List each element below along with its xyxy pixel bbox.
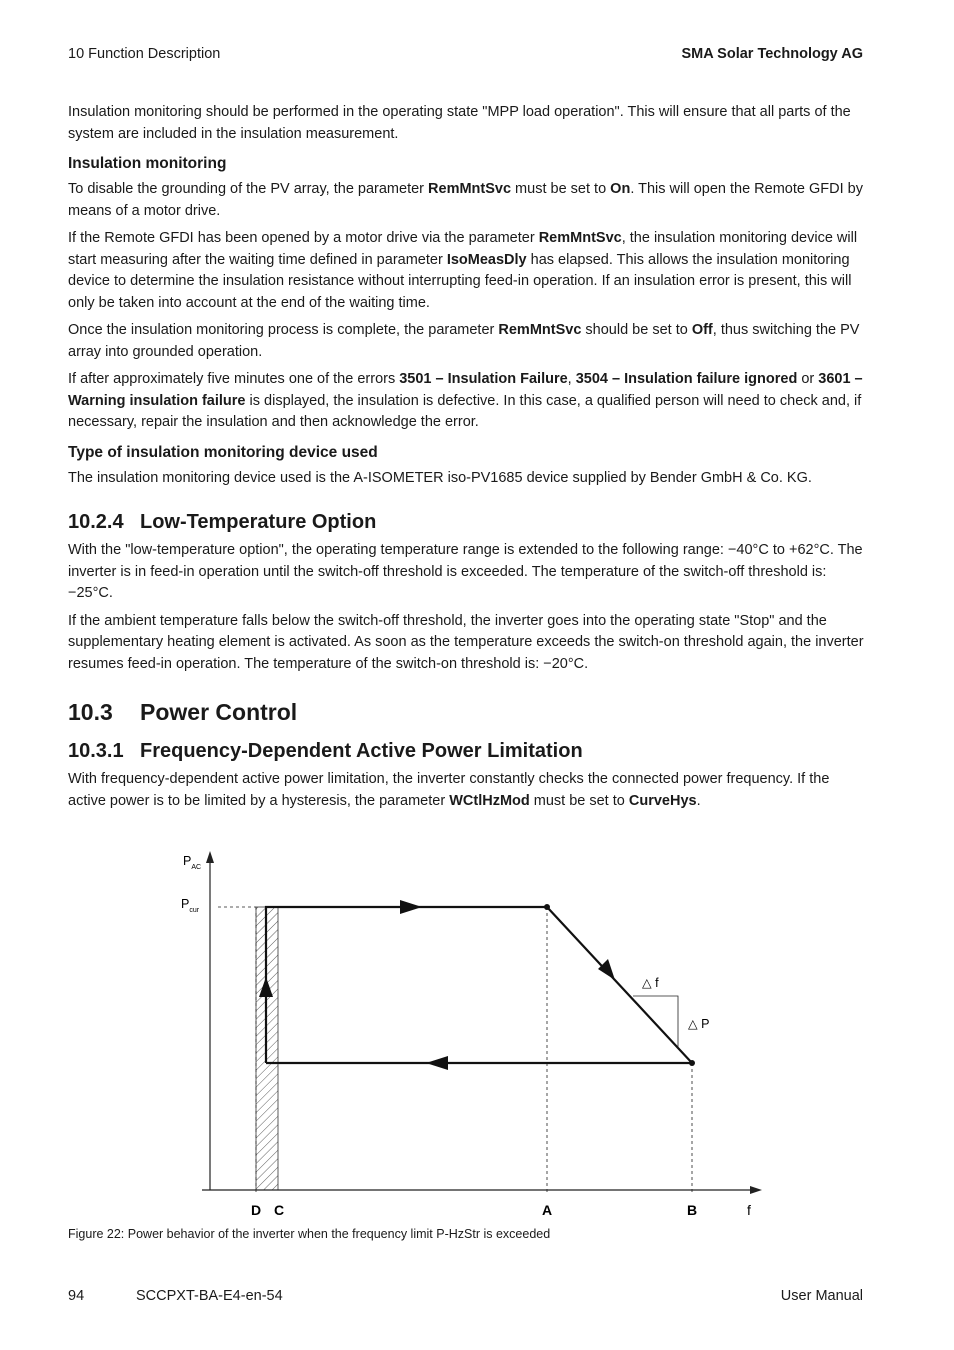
- x-label-a: A: [542, 1202, 553, 1218]
- x-axis-label: f: [747, 1202, 751, 1218]
- page-content: [68, 102, 864, 818]
- point-a: [544, 904, 550, 910]
- pcur-label: $P_{cur}$: [181, 897, 200, 914]
- section-103-heading: 10.3 Power Control: [68, 699, 298, 725]
- footer-doc-id: SCCPXT-BA-E4-en-54: [136, 1288, 283, 1304]
- point-b: [689, 1060, 695, 1066]
- header-section: 10 Function Description: [68, 46, 221, 62]
- delta-p-label: △ P: [688, 1017, 710, 1031]
- section-1024-p2: If the ambient temperature falls below the switch-off threshold, the inverter goes into the operating state "Stop" and the supplementary heating element is activated. As soon as the temperature exceeds the switch-on threshold again, the inverter resumes feed-in operation. The temperature of the switch-on threshold is: −20°C.: [68, 612, 864, 672]
- power-curve: [266, 907, 692, 1063]
- footer-doc-type: User Manual: [780, 1288, 863, 1304]
- section-1024-heading: 10.2.4 Low-Temperature Option: [68, 511, 377, 533]
- section-1031-p1: With frequency-dependent active power limitation, the inverter constantly checks the connected power frequency. If the active power is to be limited by a hysteresis, the parameter WCtlHzMod must be set to CurveHys.: [68, 771, 830, 809]
- device-type-paragraph: The insulation monitoring device used is the A-ISOMETER iso-PV1685 device supplied by Bender GmbH & Co. KG.: [68, 469, 812, 486]
- y-axis-label: $P_{AC}$: [183, 854, 202, 871]
- power-behavior-figure: [150, 845, 800, 1225]
- insulation-p3: Once the insulation monitoring process is complete, the parameter RemMntSvc should be set to Off, thus switching the PV array into grounded operation.: [68, 322, 860, 360]
- insulation-p1: To disable the grounding of the PV array, the parameter RemMntSvc must be set to On. This will open the Remote GFDI by means of a motor drive.: [68, 181, 863, 219]
- insulation-monitoring-heading: Insulation monitoring: [68, 155, 227, 172]
- x-label-d: D: [251, 1202, 262, 1218]
- x-label-b: B: [687, 1202, 698, 1218]
- insulation-p2: If the Remote GFDI has been opened by a motor drive via the parameter RemMntSvc, the insulation monitoring device will start measuring after the waiting time defined in parameter IsoMeasDly has elapsed. This allows the insulation monitoring device to determine the insulation resistance without interrupting feed-in operation. If an insulation error is present, this will only be taken into account at the end of the waiting time.: [68, 230, 858, 311]
- delta-f-label: △ f: [642, 976, 659, 990]
- arrow-diagonal: [598, 959, 615, 980]
- section-1031-heading: 10.3.1 Frequency-Dependent Active Power Limitation: [68, 740, 583, 762]
- arrow-bottom: [426, 1056, 448, 1070]
- intro-paragraph: Insulation monitoring should be performed in the operating state "MPP load operation". This will ensure that all parts of the system are included in the insulation measurement.: [68, 104, 851, 142]
- section-1024-p1: With the "low-temperature option", the operating temperature range is extended to the following range: −40°C to +62°C. The inverter is in feed-in operation until the switch-off threshold is exceeded. The temperature of the switch-off threshold is: −25°C.: [68, 542, 863, 601]
- x-axis-arrow: [750, 1186, 762, 1194]
- x-label-c: C: [274, 1202, 285, 1218]
- header-company: SMA Solar Technology AG: [681, 46, 863, 62]
- footer-page-number: 94: [68, 1288, 85, 1304]
- figure-caption: Figure 22: Power behavior of the inverter when the frequency limit P-HzStr is exceeded: [68, 1227, 551, 1241]
- arrow-top: [400, 900, 422, 914]
- y-axis-arrow: [206, 851, 214, 863]
- device-type-heading: Type of insulation monitoring device used: [68, 443, 378, 461]
- insulation-p4: If after approximately five minutes one of the errors 3501 – Insulation Failure, 3504 – Insulation failure ignored or 3601 – Warning insulation failure is displayed, the insulation is defective. In this case, a qualified person will need to check and, if necessary, repair the insulation and then acknowledge the error.: [68, 371, 863, 430]
